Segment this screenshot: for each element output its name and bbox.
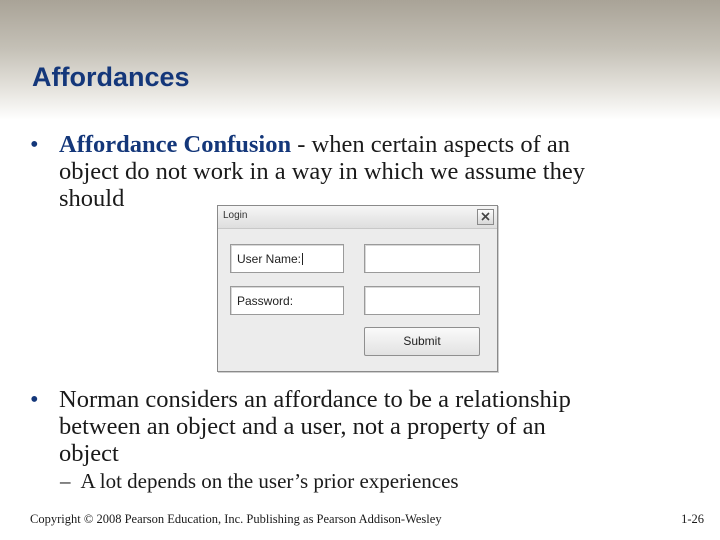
bullet-line: - when certain aspects of an [291,131,570,158]
bullet-line: object do not work in a way in which we assume they [59,158,585,185]
password-label-field[interactable] [230,286,344,315]
username-input[interactable] [364,244,480,273]
footer-copyright: Copyright © 2008 Pearson Education, Inc. Publishing as Pearson Addison-Wesley [30,512,442,526]
dialog-titlebar [218,206,497,229]
password-label: Password: [237,294,294,308]
username-label: User Name: [237,252,302,266]
bullet-line: Norman considers an affordance to be a relationship [59,386,571,413]
page-number: 1-26 [681,512,704,526]
bullet-line: should [59,185,125,212]
dialog-title: Login [223,210,248,221]
sub-bullet [60,469,459,494]
sub-bullet-text: A lot depends on the user’s prior experiences [80,469,459,493]
sub-bullet-marker: – [60,469,71,493]
username-label-field[interactable] [230,244,344,273]
bullet-marker: • [30,386,39,413]
bullet-line: object [59,440,119,467]
bullet-line: between an object and a user, not a property of an [59,413,546,440]
text-caret [302,253,303,265]
bullet-term: Affordance Confusion [59,131,292,158]
login-dialog [217,205,498,372]
submit-button[interactable]: Submit [364,327,480,356]
bullet-text [59,386,699,467]
close-icon[interactable] [477,209,494,225]
bullet-text [59,131,699,212]
bullet-marker: • [30,131,39,158]
slide-title: Affordances [32,62,190,92]
password-input[interactable] [364,286,480,315]
header-band [0,0,720,120]
